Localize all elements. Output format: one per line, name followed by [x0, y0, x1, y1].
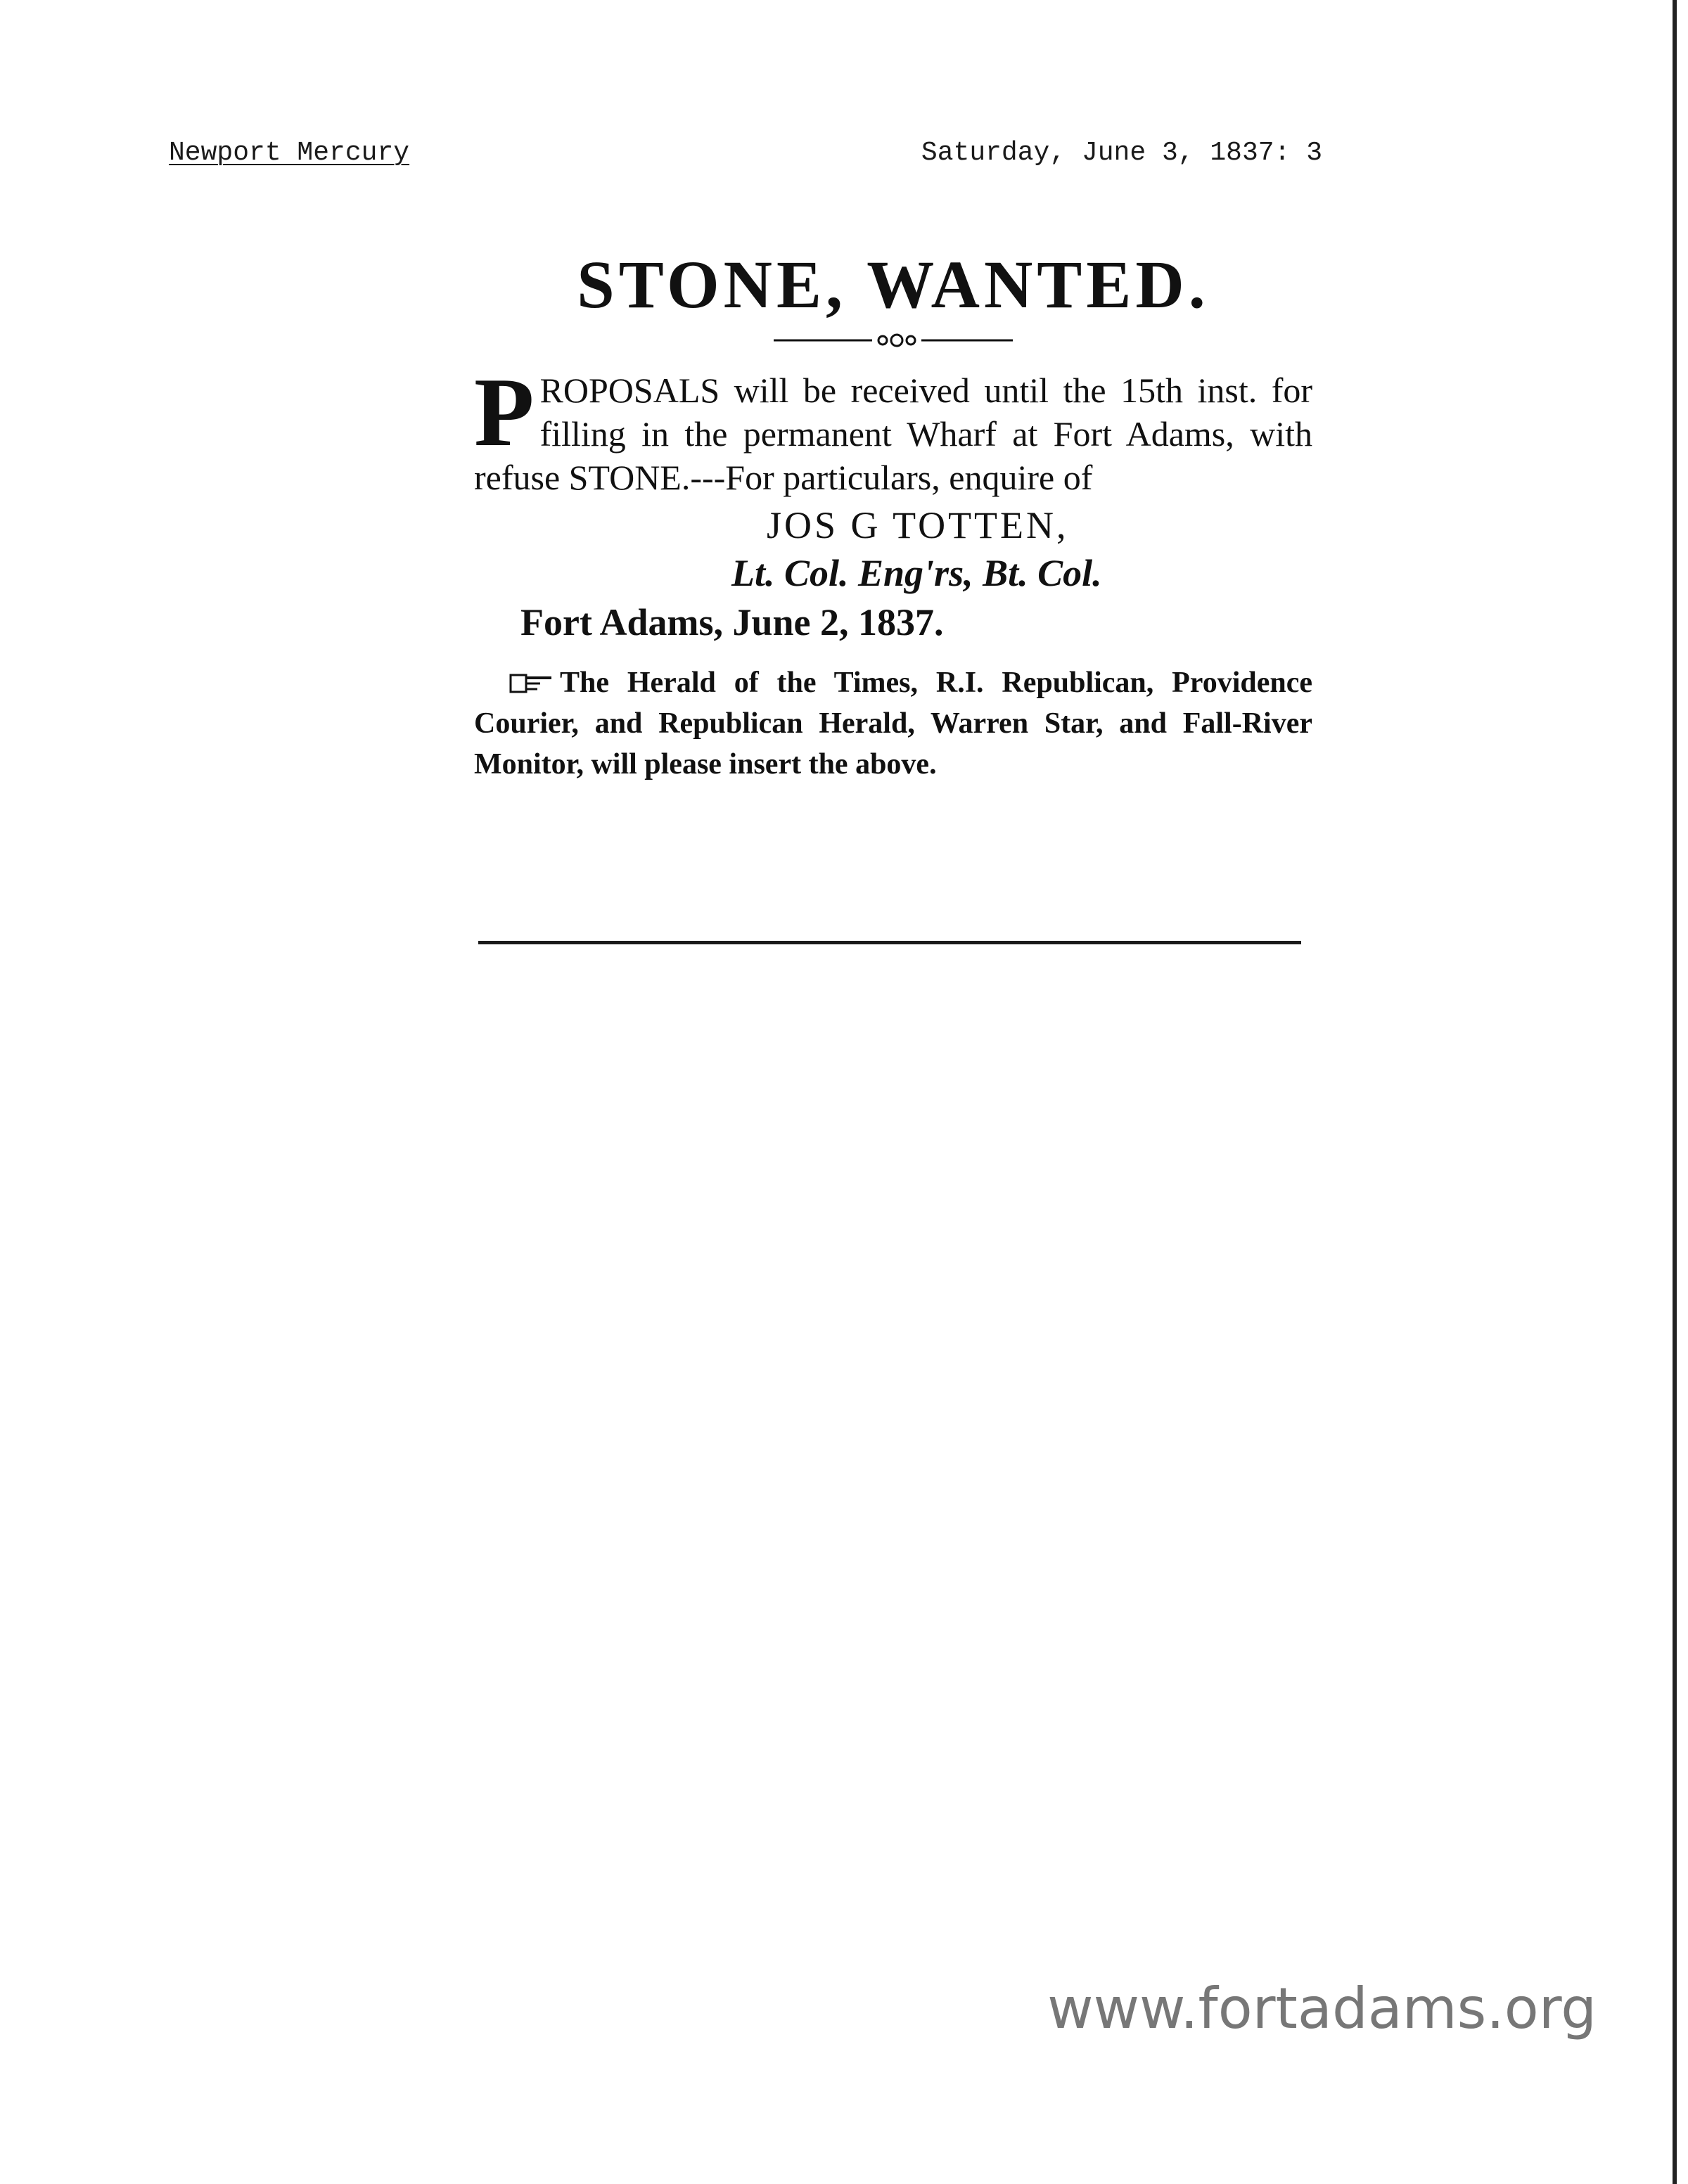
pointing-hand-icon: [509, 671, 554, 695]
newspaper-name: Newport Mercury: [169, 138, 410, 168]
page-edge: [1673, 0, 1677, 2184]
signature-name: JOS G TOTTEN,: [767, 504, 1069, 546]
drop-cap: P: [474, 358, 535, 467]
dateline: Fort Adams, June 2, 1837.: [520, 601, 944, 643]
watermark: www.fortadams.org: [1047, 1976, 1597, 2041]
insertion-notice: [471, 662, 1315, 785]
signature-title: Lt. Col. Eng'rs, Bt. Col.: [731, 552, 1102, 594]
notice-text: The Herald of the Times, R.I. Republican, Providence Courier, and Republican Herald, Warren Star, and Fall-River Monitor, will please insert the above.: [474, 667, 1312, 781]
ornament-divider-icon: [767, 332, 1020, 349]
issue-date: Saturday, June 3, 1837: 3: [921, 138, 1322, 168]
headline: STONE, WANTED.: [577, 247, 1210, 322]
bottom-rule: [478, 941, 1301, 944]
proposal-body: [471, 358, 1315, 499]
page-header: [169, 138, 1322, 173]
proposal-text: ROPOSALS will be received until the 15th inst. for filling in the permanent Wharf at Fort Adams, with refuse STONE.---For particulars, enquire of: [474, 371, 1312, 497]
newspaper-clipping: [471, 246, 1315, 785]
